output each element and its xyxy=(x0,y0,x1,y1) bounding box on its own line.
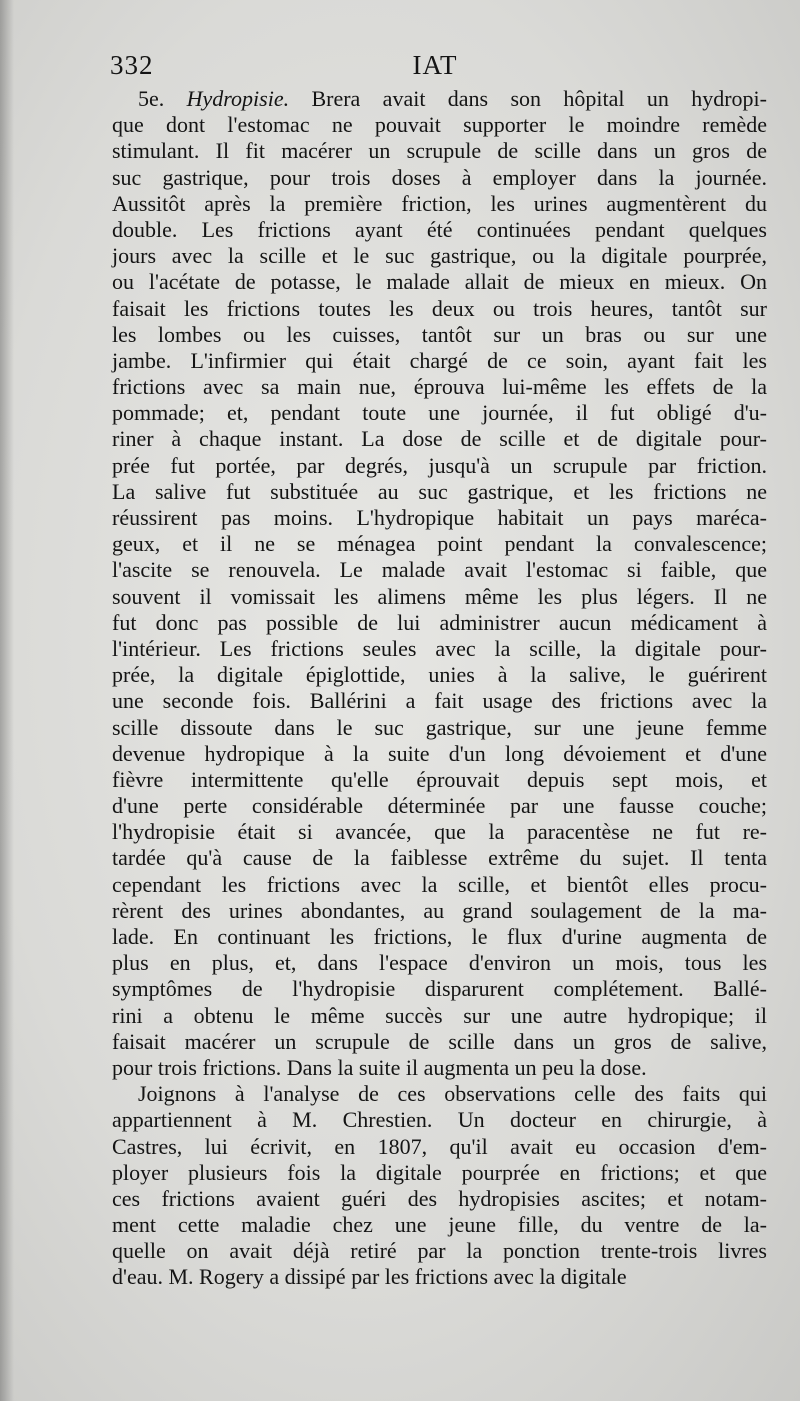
text-line: symptômes de l'hydropisie disparurent complétement. Ballé- xyxy=(112,976,767,1002)
text-line: ployer plusieurs fois la digitale pourprée en frictions; et que xyxy=(112,1159,767,1185)
text-line: les lombes ou les cuisses, tantôt sur un bras ou sur une xyxy=(112,321,767,347)
text-line: 5e. Hydropisie. Brera avait dans son hôpital un hydropi- xyxy=(138,86,767,111)
text-line: que dont l'estomac ne pouvait supporter le moindre remède xyxy=(112,112,767,138)
text-line: jambe. L'infirmier qui était chargé de ce soin, ayant fait les xyxy=(112,347,767,373)
text-line: réussirent pas moins. L'hydropique habitait un pays maréca- xyxy=(112,505,767,530)
text-line: une seconde fois. Ballérini a fait usage des frictions avec la xyxy=(112,688,767,714)
text-line: Castres, lui écrivit, en 1807, qu'il avait eu occasion d'em- xyxy=(112,1133,767,1159)
text-line: l'intérieur. Les frictions seules avec la scille, la digitale pour- xyxy=(112,635,767,661)
text-line: prée fut portée, par degrés, jusqu'à un scrupule par friction. xyxy=(112,452,767,478)
text-line: Aussitôt après la première friction, les urines augmentèrent du xyxy=(112,190,767,216)
text-line: frictions avec sa main nue, éprouva lui-même les effets de la xyxy=(112,374,767,400)
text-line: ces frictions avaient guéri des hydropisies ascites; et notam- xyxy=(112,1185,767,1211)
text-line: pommade; et, pendant toute une journée, il fut obligé d'u- xyxy=(112,400,767,426)
text-line: plus en plus, et, dans l'espace d'environ un mois, tous les xyxy=(112,950,767,976)
text-line: rèrent des urines abondantes, au grand soulagement de la ma- xyxy=(112,897,767,923)
text-line: faisait les frictions toutes les deux ou trois heures, tantôt sur xyxy=(112,295,767,321)
text-line: La salive fut substituée au suc gastrique, et les frictions ne xyxy=(112,478,767,504)
text-line: fut donc pas possible de lui administrer aucun médicament à xyxy=(112,609,767,635)
text-line: stimulant. Il fit macérer un scrupule de scille dans un gros de xyxy=(112,138,767,164)
text-line: d'eau. M. Rogery a dissipé par les frictions avec la digitale xyxy=(112,1264,627,1290)
text-line: faisait macérer un scrupule de scille dans un gros de salive, xyxy=(112,1028,767,1054)
text-line: rini a obtenu le même succès sur une autre hydropique; il xyxy=(112,1002,767,1028)
text-line: fièvre intermittente qu'elle éprouvait depuis sept mois, et xyxy=(112,766,767,792)
text-line: tardée qu'à cause de la faiblesse extrême du sujet. Il tenta xyxy=(112,845,767,871)
text-line: l'hydropisie était si avancée, que la paracentèse ne fut re- xyxy=(112,819,767,845)
body-text xyxy=(112,86,767,1291)
text-line: souvent il vomissait les alimens même les plus légers. Il ne xyxy=(112,583,767,609)
text-line: ou l'acétate de potasse, le malade allait de mieux en mieux. On xyxy=(112,269,767,295)
spine-shadow xyxy=(0,0,14,1401)
text-line: l'ascite se renouvela. Le malade avait l'estomac si faible, que xyxy=(112,557,767,583)
text-line: devenue hydropique à la suite d'un long dévoiement et d'une xyxy=(112,740,767,766)
text-line: suc gastrique, pour trois doses à employer dans la journée. xyxy=(112,164,767,190)
running-head: IAT xyxy=(412,50,458,80)
text-line: cependant les frictions avec la scille, et bientôt elles procu- xyxy=(112,871,767,897)
text-line: appartiennent à M. Chrestien. Un docteur en chirurgie, à xyxy=(112,1107,767,1133)
text-line: ment cette maladie chez une jeune fille, du ventre de la- xyxy=(112,1212,767,1238)
text-line: lade. En continuant les frictions, le flux d'urine augmenta de xyxy=(112,924,767,949)
text-line: scille dissoute dans le suc gastrique, sur une jeune femme xyxy=(112,714,767,740)
text-line: geux, et il ne se ménagea point pendant la convalescence; xyxy=(112,531,767,557)
text-line: pour trois frictions. Dans la suite il augmenta un peu la dose. xyxy=(112,1054,647,1080)
text-line: riner à chaque instant. La dose de scille et de digitale pour- xyxy=(112,426,767,452)
text-line: prée, la digitale épiglottide, unies à la salive, le guérirent xyxy=(112,662,767,688)
page-header xyxy=(110,50,760,84)
page-number: 332 xyxy=(110,50,154,80)
text-line: Joignons à l'analyse de ces observations celle des faits qui xyxy=(138,1081,767,1107)
bleed-through-smudge xyxy=(559,1320,565,1341)
text-line: double. Les frictions ayant été continuées pendant quelques xyxy=(112,216,767,242)
text-line: quelle on avait déjà retiré par la ponction trente-trois livres xyxy=(112,1238,767,1264)
text-line: jours avec la scille et le suc gastrique, ou la digitale pourprée, xyxy=(112,243,767,269)
text-line: d'une perte considérable déterminée par une fausse couche; xyxy=(112,793,767,819)
